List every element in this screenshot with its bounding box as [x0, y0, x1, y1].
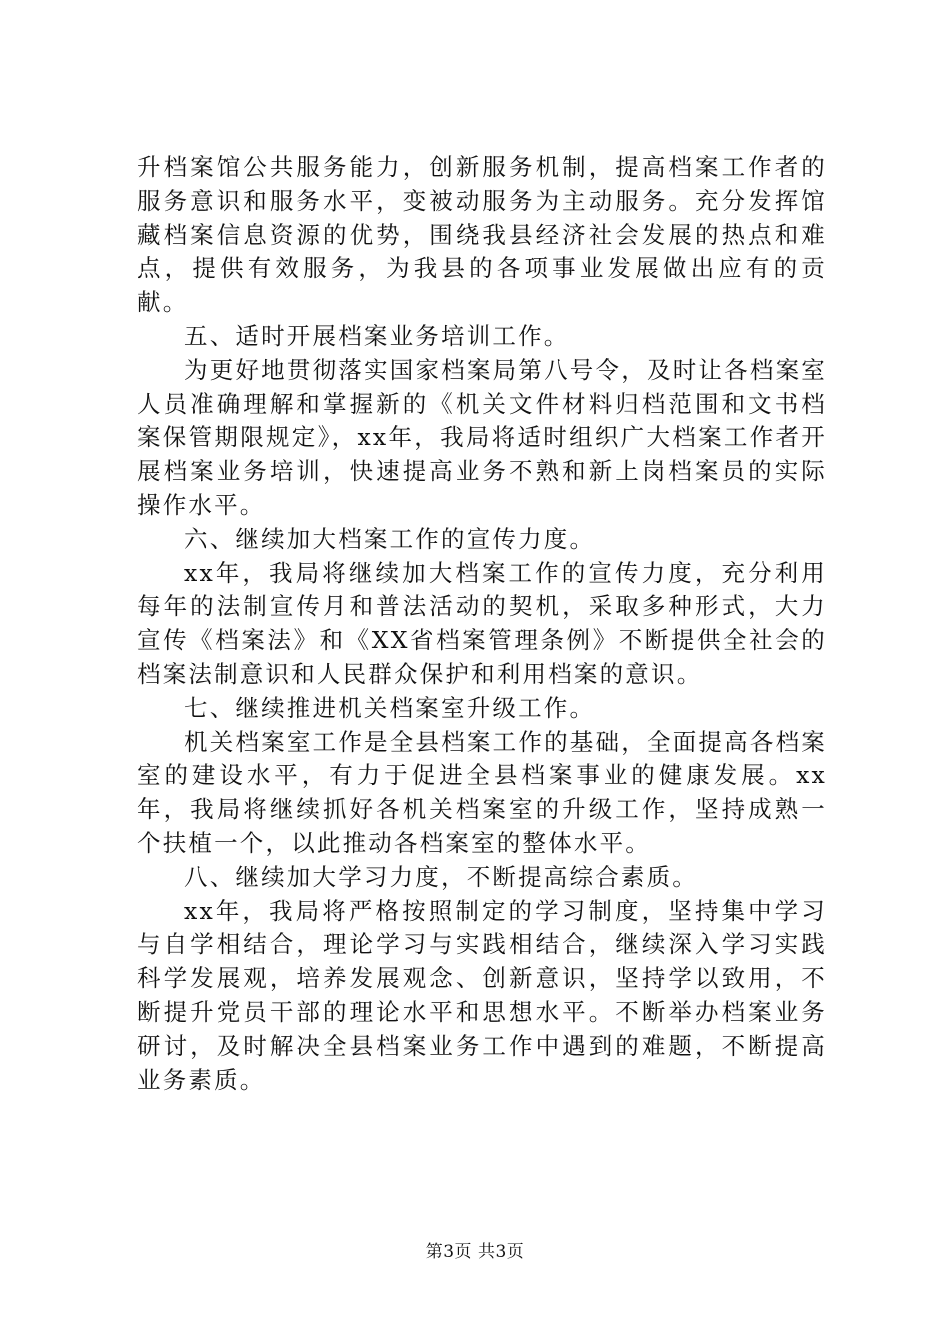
section-heading-6: 六、继续加大档案工作的宣传力度。 — [184, 524, 596, 553]
paragraph-training: 为更好地贯彻落实国家档案局第八号令，及时让各档案室人员准确理解和掌握新的《机关文件材料归档范围和文书档案保管期限规定》，xx年，我局将适时组织广大档案工作者开展档案业务培训，快速提高业务不熟和新上岗档案员的实际操作水平。 — [137, 355, 827, 519]
paragraph-publicity: xx年，我局将继续加大档案工作的宣传力度，充分利用每年的法制宣传月和普法活动的契机，采取多种形式，大力宣传《档案法》和《XX省档案管理条例》不断提供全社会的档案法制意识和人民群众保护和利用档案的意识。 — [137, 558, 827, 688]
section-heading-8: 八、继续加大学习力度，不断提高综合素质。 — [184, 862, 698, 891]
section-heading-5: 五、适时开展档案业务培训工作。 — [184, 321, 570, 350]
paragraph-continuation: 升档案馆公共服务能力，创新服务机制，提高档案工作者的服务意识和服务水平，变被动服务为主动服务。充分发挥馆藏档案信息资源的优势，围绕我县经济社会发展的热点和难点，提供有效服务，为我县的各项事业发展做出应有的贡献。 — [137, 153, 827, 317]
document-body — [137, 151, 827, 1097]
paragraph-study: xx年，我局将严格按照制定的学习制度，坚持集中学习与自学相结合，理论学习与实践相结合，继续深入学习实践科学发展观，培养发展观念、创新意识，坚持学以致用，不断提升党员干部的理论水平和思想水平。不断举办档案业务研讨，及时解决全县档案业务工作中遇到的难题，不断提高业务素质。 — [137, 896, 827, 1094]
page-footer: 第3页 共3页 — [425, 1242, 525, 1262]
paragraph-archive-upgrade: 机关档案室工作是全县档案工作的基础，全面提高各档案室的建设水平，有力于促进全县档案事业的健康发展。xx年，我局将继续抓好各机关档案室的升级工作，坚持成熟一个扶植一个，以此推动各档案室的整体水平。 — [137, 727, 827, 857]
section-heading-7: 七、继续推进机关档案室升级工作。 — [184, 693, 596, 722]
